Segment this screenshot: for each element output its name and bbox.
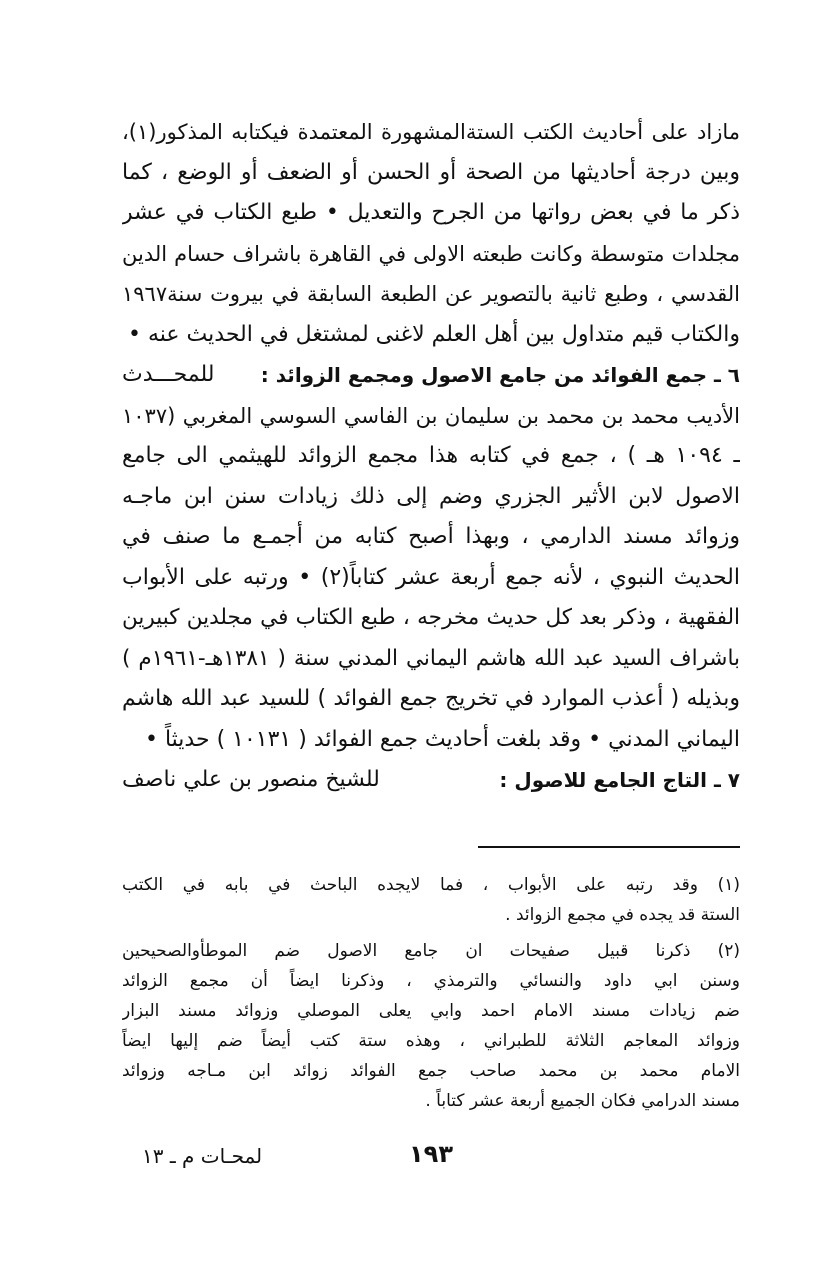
footnote-line: (١) وقد رتبه على الأبواب ، فما لايجده الباحث في بابه في الكتب (122, 875, 740, 895)
section-7-heading-line (122, 760, 740, 801)
section-7-heading: ٧ ـ التاج الجامع للاصول : (499, 768, 740, 792)
footnotes (122, 870, 740, 1116)
text-line: ذكر ما في بعض رواتها من الجرح والتعديل • طبع الكتاب في عشر (122, 200, 740, 225)
text-line: مجلدات متوسطة وكانت طبعته الاولى في القاهرة باشراف حسام الدين (122, 241, 740, 266)
text-line: وبذيله ( أعذب الموارد في تخريج جمع الفوائد ) للسيد عبد الله هاشم (122, 686, 740, 711)
footnote-divider (478, 846, 740, 848)
text-line: الأديب محمد بن محمد بن سليمان بن الفاسي السوسي المغربي (١٠٣٧ (122, 403, 740, 428)
page-footer (122, 1140, 740, 1180)
footnote-line: (٢) ذكرنا قبيل صفيحات ان جامع الاصول ضم الموطأوالصحيحين (122, 941, 740, 961)
text-line: والكتاب قيم متداول بين أهل العلم لاغنى لمشتغل في الحديث عنه • (128, 321, 740, 347)
footnote-line: الامام محمد بن محمد صاحب جمع الفوائد زوائد ابن مـاجه وزوائد (122, 1061, 740, 1081)
text-line: الحديث النبوي ، لأنه جمع أربعة عشر كتاباً(٢) • ورتبه على الأبواب (122, 564, 740, 590)
signature-mark: لمحـات م ـ ١٣ (142, 1144, 263, 1168)
footnote-2 (122, 936, 740, 1116)
text-line: القدسي ، وطبع ثانية بالتصوير عن الطبعة السابقة في بيروت سنة١٩٦٧ (122, 282, 740, 306)
main-text (122, 112, 740, 801)
section-7-author-label: للشيخ منصور بن علي ناصف (122, 767, 380, 792)
text-line: الاصول لابن الأثير الجزري وضم إلى ذلك زيادات سنن ابن ماجـه (122, 483, 740, 509)
text-line: الفقهية ، وذكر بعد كل حديث مخرجه ، طبع الكتاب في مجلدين كبيرين (122, 605, 740, 630)
footnote-line: الستة قد يجده في مجمع الزوائد . (505, 905, 740, 925)
section-7 (122, 760, 740, 801)
section-6-heading-line (122, 355, 740, 396)
text-line: باشراف السيد عبد الله هاشم اليماني المدني سنة ( ١٣٨١هـ-١٩٦١م ) (122, 645, 740, 671)
footnote-line: مسند الدرامي فكان الجميع أربعة عشر كتاباً . (425, 1091, 740, 1111)
section-6 (122, 355, 740, 760)
text-line: وزوائد مسند الدارمي ، وبهذا أصبح كتابه من أجمـع ما صنف في (122, 524, 740, 549)
text-line: اليماني المدني • وقد بلغت أحاديث جمع الفوائد ( ١٠١٣١ ) حديثاً • (145, 726, 740, 752)
text-line: ـ ١٠٩٤ هـ ) ، جمع في كتابه هذا مجمع الزوائد للهيثمي الى جامع (122, 443, 740, 468)
footnote-1 (122, 870, 740, 930)
text-line: مازاد على أحاديث الكتب الستةالمشهورة المعتمدة فيكتابه المذكور(١)، (122, 120, 740, 144)
text-line: وبين درجة أحاديثها من الصحة أو الحسن أو الضعف أو الوضع ، كما (122, 159, 740, 185)
section-6-author-label: للمحـــدث (122, 362, 215, 387)
paragraph-1 (122, 112, 740, 355)
footnote-line: وسنن ابي داود والنسائي والترمذي ، وذكرنا ايضاً أن مجمع الزوائد (122, 971, 740, 991)
section-6-heading: ٦ ـ جمع الفوائد من جامع الاصول ومجمع الزوائد : (260, 363, 740, 387)
page-number: ١٩٣ (409, 1140, 453, 1168)
footnote-line: وزوائد المعاجم الثلاثة للطبراني ، وهذه ستة كتب أيضاً ضم إليها ايضاً (122, 1031, 740, 1051)
footnote-line: ضم زيادات مسند الامام احمد وابي يعلى الموصلي وزوائد مسند البزار (122, 1001, 740, 1021)
